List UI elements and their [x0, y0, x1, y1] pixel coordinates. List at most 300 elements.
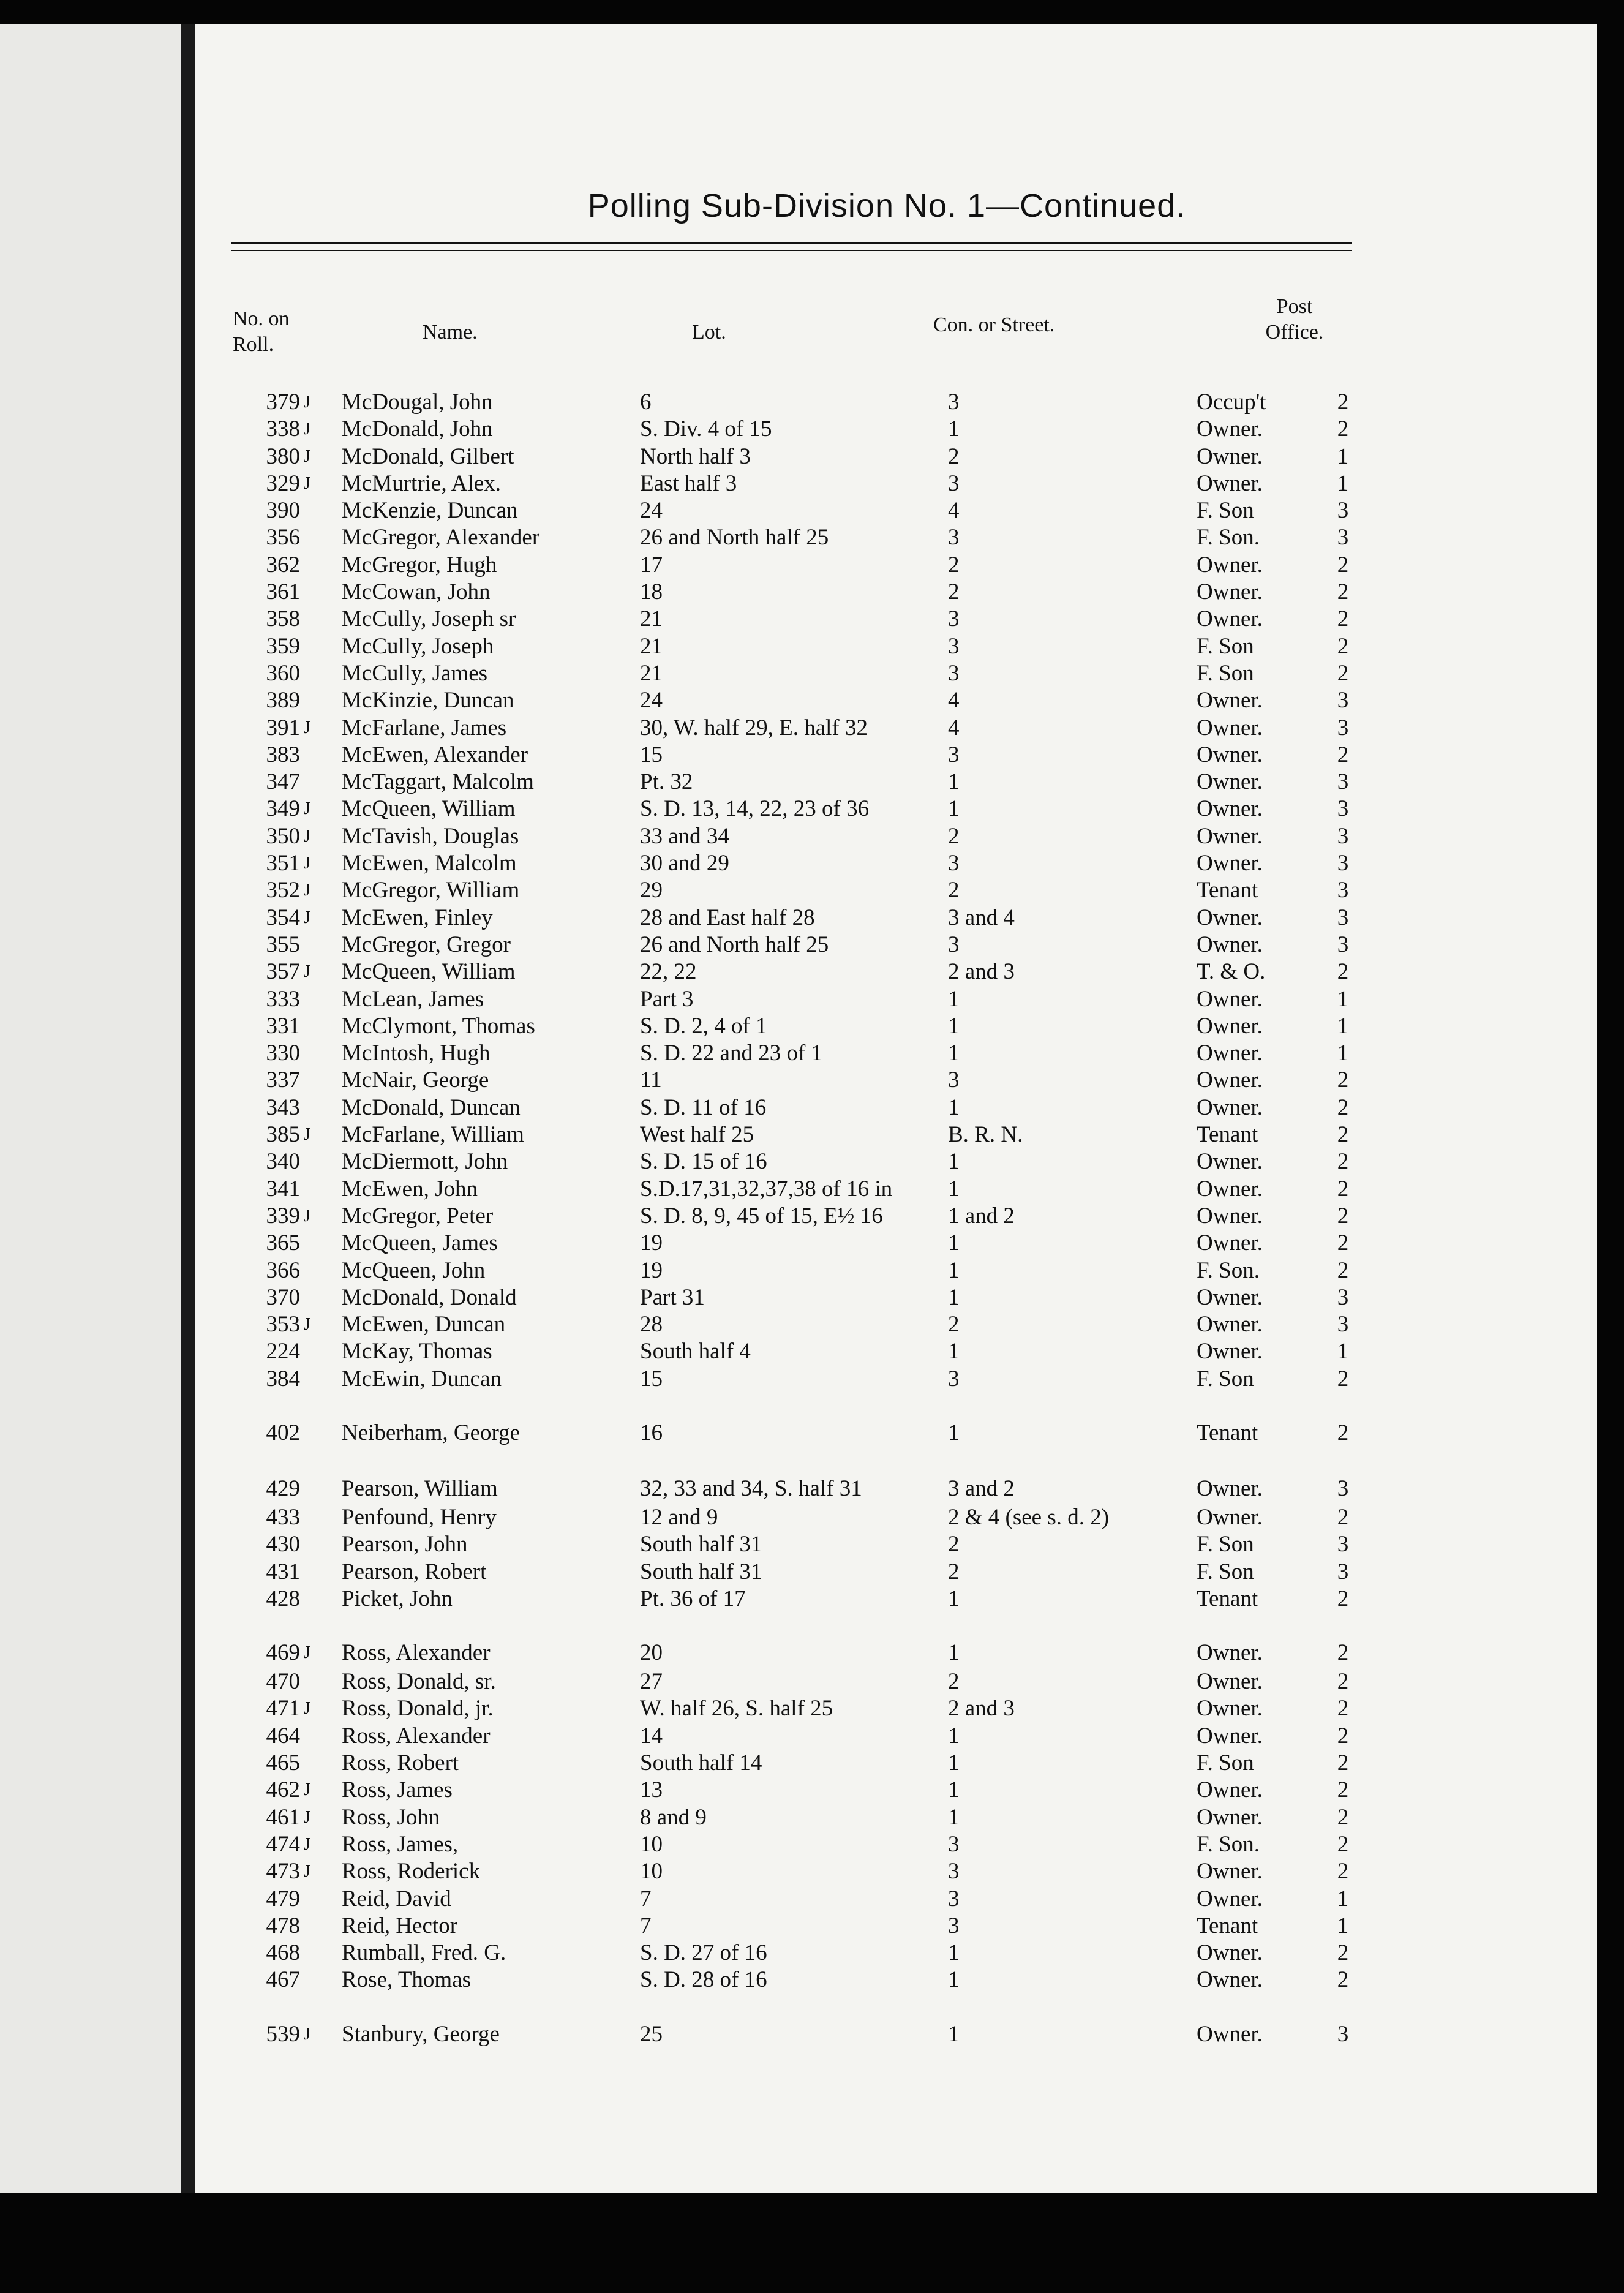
- post-office-cell: 1: [1337, 470, 1349, 496]
- occupancy-cell: Owner.: [1197, 932, 1263, 957]
- con-cell: 4: [948, 688, 960, 714]
- post-office-cell: 2: [1337, 1967, 1349, 1993]
- occupancy-cell: F. Son: [1197, 1750, 1254, 1776]
- table-row: [195, 416, 1597, 443]
- post-office-cell: 3: [1337, 851, 1349, 876]
- occupancy-cell: Owner.: [1197, 796, 1263, 822]
- roll-cell: 329: [266, 470, 300, 496]
- roll-cell: 337: [266, 1067, 300, 1093]
- post-office-cell: 3: [1337, 2021, 1349, 2047]
- post-office-cell: 3: [1337, 688, 1349, 714]
- occupancy-cell: Owner.: [1197, 905, 1263, 930]
- name-cell: McLean, James: [342, 986, 484, 1012]
- table-row: [195, 1695, 1597, 1722]
- lot-cell: 11: [640, 1067, 662, 1093]
- occupancy-cell: F. Son.: [1197, 1831, 1260, 1857]
- con-cell: 1 and 2: [948, 1203, 1015, 1229]
- lot-cell: South half 4: [640, 1339, 751, 1365]
- roll-cell: 402: [266, 1420, 300, 1445]
- roll-cell: 478: [266, 1913, 300, 1938]
- occupancy-cell: Owner.: [1197, 1475, 1263, 1501]
- table-row: [195, 1913, 1597, 1940]
- con-cell: 2: [948, 1312, 960, 1338]
- post-office-cell: 1: [1337, 986, 1349, 1012]
- name-cell: Penfound, Henry: [342, 1504, 497, 1530]
- juror-mark: J: [304, 393, 310, 412]
- post-office-cell: 1: [1337, 1041, 1349, 1066]
- occupancy-cell: Tenant: [1197, 1913, 1258, 1938]
- juror-mark: J: [304, 799, 310, 819]
- lot-cell: 26 and North half 25: [640, 932, 829, 957]
- occupancy-cell: Owner.: [1197, 1859, 1263, 1884]
- post-office-cell: 3: [1337, 796, 1349, 822]
- lot-cell: North half 3: [640, 443, 751, 469]
- con-cell: 3: [948, 470, 960, 496]
- post-office-cell: 2: [1337, 1804, 1349, 1830]
- con-cell: 1: [948, 1777, 960, 1803]
- table-row: [195, 1311, 1597, 1338]
- post-office-cell: 2: [1337, 1420, 1349, 1445]
- roll-cell: 349: [266, 796, 300, 822]
- occupancy-cell: Owner.: [1197, 851, 1263, 876]
- occupancy-cell: Owner.: [1197, 1013, 1263, 1039]
- name-cell: Ross, Donald, sr.: [342, 1669, 496, 1695]
- roll-cell: 359: [266, 633, 300, 659]
- header-name: Name.: [423, 321, 478, 344]
- table-row: [195, 606, 1597, 633]
- occupancy-cell: F. Son: [1197, 1532, 1254, 1557]
- post-office-cell: 1: [1337, 1339, 1349, 1365]
- table-row: [195, 633, 1597, 660]
- lot-cell: S. D. 8, 9, 45 of 15, E½ 16: [640, 1203, 883, 1229]
- table-row: [195, 1640, 1597, 1668]
- occupancy-cell: Occup't: [1197, 390, 1266, 415]
- roll-cell: 352: [266, 878, 300, 903]
- roll-cell: 343: [266, 1094, 300, 1120]
- lot-cell: 21: [640, 660, 663, 686]
- post-office-cell: 2: [1337, 1831, 1349, 1857]
- post-office-cell: 2: [1337, 1366, 1349, 1391]
- post-office-cell: 2: [1337, 1230, 1349, 1256]
- name-cell: McCowan, John: [342, 579, 491, 605]
- roll-cell: 340: [266, 1149, 300, 1175]
- juror-mark: J: [304, 962, 310, 982]
- table-row: [195, 1013, 1597, 1040]
- name-cell: Pearson, Robert: [342, 1559, 487, 1584]
- name-cell: McNair, George: [342, 1067, 489, 1093]
- roll-cell: 384: [266, 1366, 300, 1391]
- juror-mark: J: [304, 718, 310, 737]
- name-cell: Pearson, William: [342, 1475, 498, 1501]
- roll-cell: 341: [266, 1176, 300, 1202]
- book-spine: [181, 24, 195, 2193]
- roll-cell: 389: [266, 688, 300, 714]
- name-cell: McEwen, Duncan: [342, 1312, 506, 1338]
- juror-mark: J: [304, 2024, 310, 2044]
- lot-cell: Pt. 32: [640, 769, 693, 795]
- lot-cell: 10: [640, 1831, 663, 1857]
- lot-cell: 16: [640, 1420, 663, 1445]
- juror-mark: J: [304, 1834, 310, 1854]
- occupancy-cell: Owner.: [1197, 769, 1263, 795]
- table-row: [195, 715, 1597, 742]
- name-cell: McQueen, John: [342, 1257, 486, 1283]
- occupancy-cell: F. Son.: [1197, 1257, 1260, 1283]
- roll-cell: 224: [266, 1339, 300, 1365]
- post-office-cell: 3: [1337, 1284, 1349, 1310]
- name-cell: McDougal, John: [342, 390, 493, 415]
- occupancy-cell: Owner.: [1197, 742, 1263, 767]
- title-rule-thin: [231, 250, 1352, 251]
- con-cell: 1: [948, 1013, 960, 1039]
- con-cell: 2: [948, 1669, 960, 1695]
- table-row: [195, 1777, 1597, 1804]
- post-office-cell: 2: [1337, 606, 1349, 632]
- roll-cell: 479: [266, 1886, 300, 1911]
- con-cell: 1: [948, 986, 960, 1012]
- table-row: [195, 1176, 1597, 1203]
- occupancy-cell: Owner.: [1197, 1339, 1263, 1365]
- post-office-cell: 2: [1337, 416, 1349, 442]
- roll-cell: 428: [266, 1586, 300, 1611]
- lot-cell: South half 31: [640, 1532, 762, 1557]
- roll-cell: 370: [266, 1284, 300, 1310]
- table-row: [195, 796, 1597, 823]
- roll-cell: 430: [266, 1532, 300, 1557]
- con-cell: 3: [948, 525, 960, 551]
- table-row: [195, 1475, 1597, 1504]
- header-post-line1: Post: [1276, 295, 1313, 318]
- name-cell: McGregor, Hugh: [342, 552, 497, 578]
- table-row: [195, 877, 1597, 904]
- name-cell: McFarlane, James: [342, 715, 507, 740]
- post-office-cell: 2: [1337, 1859, 1349, 1884]
- con-cell: 3: [948, 1859, 960, 1884]
- juror-mark: J: [304, 1862, 310, 1881]
- lot-cell: 10: [640, 1859, 663, 1884]
- occupancy-cell: F. Son: [1197, 1559, 1254, 1584]
- name-cell: McEwen, Alexander: [342, 742, 528, 767]
- lot-cell: 17: [640, 552, 663, 578]
- roll-cell: 331: [266, 1013, 300, 1039]
- post-office-cell: 3: [1337, 1312, 1349, 1338]
- post-office-cell: 2: [1337, 1257, 1349, 1283]
- lot-cell: 21: [640, 633, 663, 659]
- con-cell: 1: [948, 2021, 960, 2047]
- juror-mark: J: [304, 473, 310, 493]
- con-cell: 1: [948, 416, 960, 442]
- lot-cell: Part 3: [640, 986, 694, 1012]
- con-cell: 3 and 4: [948, 905, 1015, 930]
- roll-cell: 385: [266, 1122, 300, 1148]
- lot-cell: 26 and North half 25: [640, 525, 829, 551]
- roll-cell: 461: [266, 1804, 300, 1830]
- occupancy-cell: Owner.: [1197, 1777, 1263, 1803]
- juror-mark: J: [304, 908, 310, 927]
- name-cell: Ross, Robert: [342, 1750, 459, 1776]
- occupancy-cell: F. Son: [1197, 660, 1254, 686]
- name-cell: Pearson, John: [342, 1532, 468, 1557]
- name-cell: Ross, Roderick: [342, 1859, 481, 1884]
- roll-cell: 391: [266, 715, 300, 740]
- lot-cell: S. D. 2, 4 of 1: [640, 1013, 767, 1039]
- name-cell: McCully, Joseph: [342, 633, 494, 659]
- con-cell: 3: [948, 390, 960, 415]
- con-cell: 1: [948, 796, 960, 822]
- roll-cell: 468: [266, 1940, 300, 1966]
- post-office-cell: 2: [1337, 1504, 1349, 1530]
- post-office-cell: 2: [1337, 1723, 1349, 1749]
- roll-cell: 362: [266, 552, 300, 578]
- table-row: [195, 1668, 1597, 1695]
- lot-cell: 15: [640, 1366, 663, 1391]
- lot-cell: 27: [640, 1669, 663, 1695]
- name-cell: McQueen, William: [342, 796, 516, 822]
- table-row: [195, 524, 1597, 551]
- juror-mark: J: [304, 1206, 310, 1226]
- post-office-cell: 3: [1337, 525, 1349, 551]
- name-cell: McKay, Thomas: [342, 1339, 492, 1365]
- occupancy-cell: Owner.: [1197, 552, 1263, 578]
- occupancy-cell: Owner.: [1197, 1041, 1263, 1066]
- table-row: [195, 1040, 1597, 1067]
- occupancy-cell: Owner.: [1197, 443, 1263, 469]
- occupancy-cell: Owner.: [1197, 1203, 1263, 1229]
- name-cell: McDonald, John: [342, 416, 493, 442]
- post-office-cell: 1: [1337, 443, 1349, 469]
- roll-cell: 379: [266, 390, 300, 415]
- con-cell: 2: [948, 443, 960, 469]
- name-cell: Ross, John: [342, 1804, 440, 1830]
- name-cell: McEwin, Duncan: [342, 1366, 502, 1391]
- post-office-cell: 2: [1337, 1750, 1349, 1776]
- name-cell: McTaggart, Malcolm: [342, 769, 534, 795]
- post-office-cell: 3: [1337, 1559, 1349, 1584]
- table-row: [195, 552, 1597, 579]
- lot-cell: S. Div. 4 of 15: [640, 416, 772, 442]
- table-row: [195, 1804, 1597, 1831]
- table-row: [195, 2021, 1597, 2050]
- occupancy-cell: T. & O.: [1197, 959, 1266, 985]
- roll-cell: 539: [266, 2021, 300, 2047]
- lot-cell: 30 and 29: [640, 851, 729, 876]
- juror-mark: J: [304, 1699, 310, 1719]
- con-cell: 1: [948, 1723, 960, 1749]
- name-cell: McGregor, Peter: [342, 1203, 494, 1229]
- header-roll-line2: Roll.: [233, 333, 274, 356]
- roll-cell: 330: [266, 1041, 300, 1066]
- lot-cell: 6: [640, 390, 652, 415]
- roll-cell: 469: [266, 1640, 300, 1666]
- roll-cell: 470: [266, 1669, 300, 1695]
- con-cell: 1: [948, 1750, 960, 1776]
- table-row: [195, 1338, 1597, 1365]
- occupancy-cell: Tenant: [1197, 1420, 1258, 1445]
- roll-cell: 361: [266, 579, 300, 605]
- name-cell: Ross, Alexander: [342, 1723, 491, 1749]
- lot-cell: 13: [640, 1777, 663, 1803]
- header-roll-line1: No. on: [233, 307, 290, 330]
- con-cell: 2 & 4 (see s. d. 2): [948, 1504, 1110, 1530]
- post-office-cell: 3: [1337, 715, 1349, 740]
- roll-cell: 390: [266, 498, 300, 524]
- con-cell: 3: [948, 851, 960, 876]
- table-row: [195, 1203, 1597, 1230]
- juror-mark: J: [304, 1780, 310, 1800]
- occupancy-cell: Owner.: [1197, 1230, 1263, 1256]
- header-lot: Lot.: [692, 321, 726, 344]
- lot-cell: 22, 22: [640, 959, 697, 985]
- table-row: [195, 1559, 1597, 1586]
- con-cell: 2: [948, 1532, 960, 1557]
- lot-cell: West half 25: [640, 1122, 754, 1148]
- juror-mark: J: [304, 1807, 310, 1827]
- post-office-cell: 3: [1337, 498, 1349, 524]
- table-row: [195, 1366, 1597, 1393]
- roll-cell: 383: [266, 742, 300, 767]
- lot-cell: East half 3: [640, 470, 737, 496]
- post-office-cell: 2: [1337, 959, 1349, 985]
- occupancy-cell: Owner.: [1197, 1640, 1263, 1666]
- con-cell: 3: [948, 1366, 960, 1391]
- name-cell: McQueen, William: [342, 959, 516, 985]
- facing-page-strip: [0, 24, 191, 2193]
- name-cell: Ross, James: [342, 1777, 453, 1803]
- name-cell: McTavish, Douglas: [342, 823, 519, 849]
- roll-cell: 360: [266, 660, 300, 686]
- con-cell: 2 and 3: [948, 1696, 1015, 1722]
- lot-cell: 29: [640, 878, 663, 903]
- name-cell: McDonald, Gilbert: [342, 443, 514, 469]
- con-cell: 3: [948, 606, 960, 632]
- occupancy-cell: Owner.: [1197, 1176, 1263, 1202]
- con-cell: 1: [948, 1176, 960, 1202]
- table-row: [195, 769, 1597, 796]
- lot-cell: S.D.17,31,32,37,38 of 16 in: [640, 1176, 893, 1202]
- roll-cell: 465: [266, 1750, 300, 1776]
- roll-cell: 431: [266, 1559, 300, 1584]
- voters-list: [195, 389, 1597, 2050]
- table-row: [195, 1257, 1597, 1284]
- con-cell: 1: [948, 1804, 960, 1830]
- table-row: [195, 687, 1597, 714]
- post-office-cell: 2: [1337, 552, 1349, 578]
- occupancy-cell: Tenant: [1197, 878, 1258, 903]
- post-office-cell: 2: [1337, 1669, 1349, 1695]
- con-cell: 1: [948, 1967, 960, 1993]
- roll-cell: 338: [266, 416, 300, 442]
- name-cell: Neiberham, George: [342, 1420, 521, 1445]
- roll-cell: 355: [266, 932, 300, 957]
- table-row: [195, 1148, 1597, 1175]
- roll-cell: 429: [266, 1475, 300, 1501]
- lot-cell: S. D. 13, 14, 22, 23 of 36: [640, 796, 870, 822]
- name-cell: Picket, John: [342, 1586, 453, 1611]
- lot-cell: 30, W. half 29, E. half 32: [640, 715, 868, 740]
- header-con: Con. or Street.: [933, 314, 1055, 336]
- name-cell: McCully, James: [342, 660, 488, 686]
- roll-cell: 333: [266, 986, 300, 1012]
- roll-cell: 380: [266, 443, 300, 469]
- lot-cell: 7: [640, 1886, 652, 1911]
- name-cell: Reid, David: [342, 1886, 451, 1911]
- juror-mark: J: [304, 854, 310, 873]
- con-cell: 1: [948, 1149, 960, 1175]
- table-row: [195, 823, 1597, 850]
- post-office-cell: 2: [1337, 633, 1349, 659]
- post-office-cell: 1: [1337, 1886, 1349, 1911]
- post-office-cell: 2: [1337, 1640, 1349, 1666]
- post-office-cell: 3: [1337, 823, 1349, 849]
- roll-cell: 354: [266, 905, 300, 930]
- lot-cell: S. D. 27 of 16: [640, 1940, 767, 1966]
- post-office-cell: 2: [1337, 1203, 1349, 1229]
- con-cell: 4: [948, 715, 960, 740]
- lot-cell: 19: [640, 1230, 663, 1256]
- name-cell: McFarlane, William: [342, 1122, 524, 1148]
- occupancy-cell: Owner.: [1197, 1804, 1263, 1830]
- name-cell: Rose, Thomas: [342, 1967, 472, 1993]
- roll-cell: 462: [266, 1777, 300, 1803]
- name-cell: McMurtrie, Alex.: [342, 470, 501, 496]
- table-row: [195, 850, 1597, 877]
- post-office-cell: 2: [1337, 1149, 1349, 1175]
- table-row: [195, 905, 1597, 932]
- con-cell: 1: [948, 1940, 960, 1966]
- occupancy-cell: F. Son: [1197, 1366, 1254, 1391]
- post-office-cell: 3: [1337, 1532, 1349, 1557]
- juror-mark: J: [304, 1315, 310, 1335]
- table-row: [195, 497, 1597, 524]
- roll-cell: 474: [266, 1831, 300, 1857]
- lot-cell: 28 and East half 28: [640, 905, 815, 930]
- lot-cell: 24: [640, 498, 663, 524]
- con-cell: 3: [948, 932, 960, 957]
- name-cell: McQueen, James: [342, 1230, 498, 1256]
- name-cell: McDiermott, John: [342, 1149, 508, 1175]
- occupancy-cell: Owner.: [1197, 1094, 1263, 1120]
- occupancy-cell: F. Son: [1197, 498, 1254, 524]
- post-office-cell: 2: [1337, 1176, 1349, 1202]
- lot-cell: Part 31: [640, 1284, 705, 1310]
- lot-cell: W. half 26, S. half 25: [640, 1696, 833, 1722]
- occupancy-cell: F. Son: [1197, 633, 1254, 659]
- occupancy-cell: Owner.: [1197, 1504, 1263, 1530]
- juror-mark: J: [304, 826, 310, 846]
- name-cell: Rumball, Fred. G.: [342, 1940, 506, 1966]
- table-row: [195, 932, 1597, 958]
- table-row: [195, 389, 1597, 416]
- roll-cell: 366: [266, 1257, 300, 1283]
- con-cell: 3: [948, 1831, 960, 1857]
- table-row: [195, 1858, 1597, 1885]
- occupancy-cell: Owner.: [1197, 579, 1263, 605]
- table-row: [195, 443, 1597, 470]
- post-office-cell: 3: [1337, 932, 1349, 957]
- table-row: [195, 986, 1597, 1013]
- table-row: [195, 1067, 1597, 1094]
- con-cell: 1: [948, 769, 960, 795]
- con-cell: 3: [948, 660, 960, 686]
- lot-cell: S. D. 28 of 16: [640, 1967, 767, 1993]
- occupancy-cell: Owner.: [1197, 1149, 1263, 1175]
- roll-cell: 350: [266, 823, 300, 849]
- occupancy-cell: Owner.: [1197, 416, 1263, 442]
- name-cell: Reid, Hector: [342, 1913, 458, 1938]
- con-cell: 2: [948, 552, 960, 578]
- name-cell: McKenzie, Duncan: [342, 498, 518, 524]
- lot-cell: 25: [640, 2021, 663, 2047]
